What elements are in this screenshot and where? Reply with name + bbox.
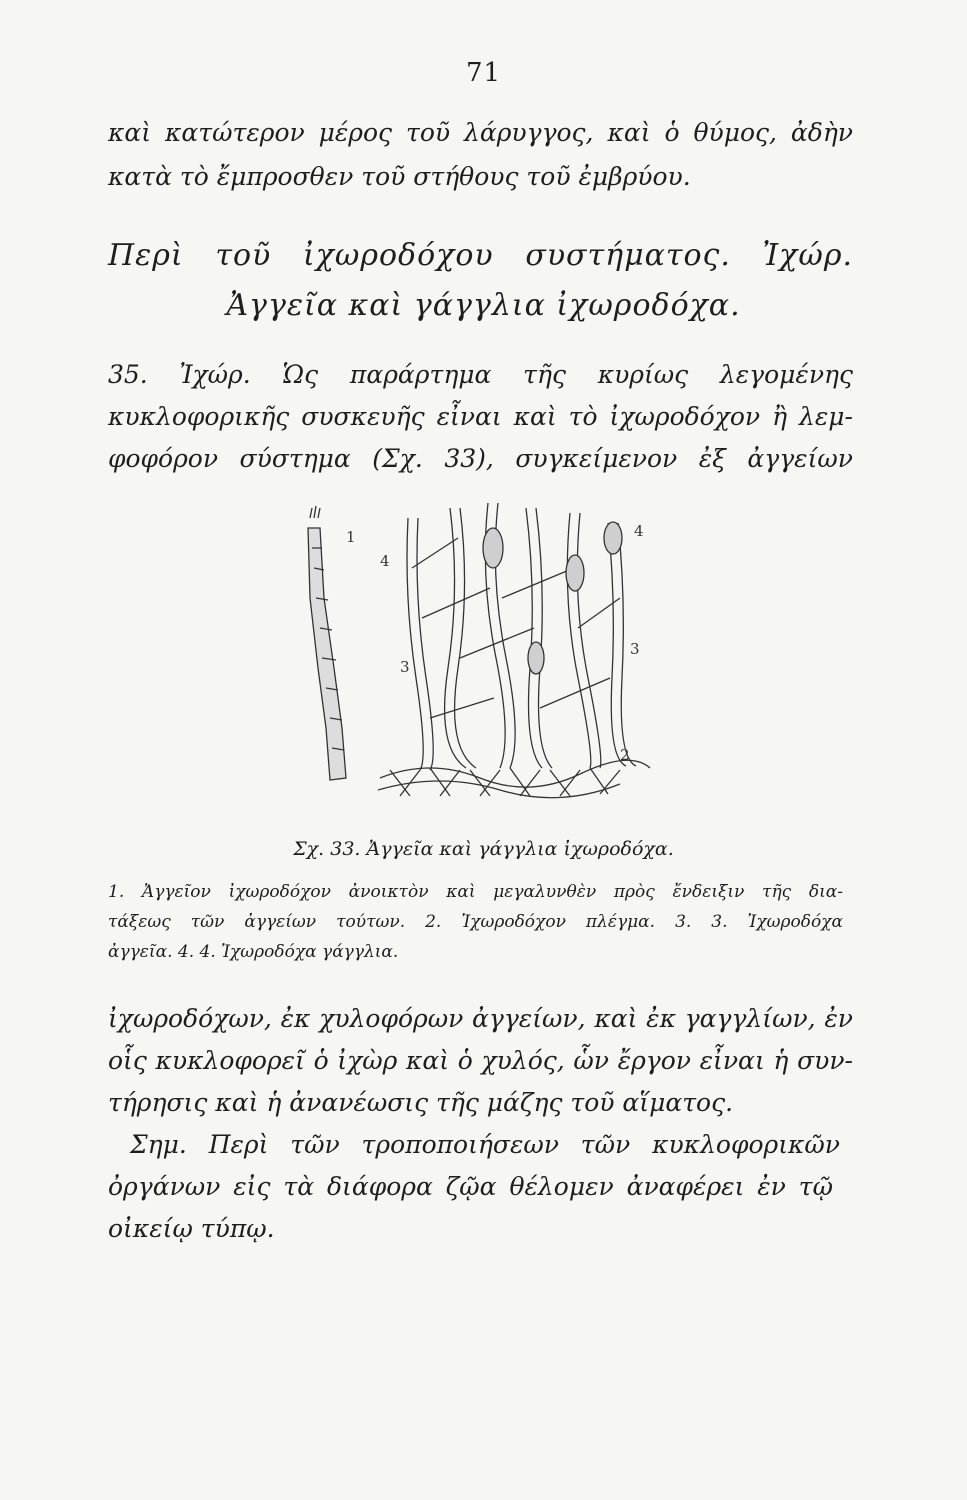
legend-line-2: τάξεως τῶν ἀγγείων τούτων. 2. Ἰχωροδόχον πλέγμα. 3. 3. Ἰχωροδόχα (108, 912, 843, 932)
legend-line-1: 1. Ἀγγεῖον ἰχωροδόχον ἀνοικτὸν καὶ μεγαλυνθὲν πρὸς ἔνδειξιν τῆς δια- (108, 882, 843, 902)
note-line-2: ὀργάνων εἰς τὰ διάφορα ζῷα θέλομεν ἀναφέρει ἐν τῷ (108, 1172, 833, 1201)
figure-label-4-right: 4 (634, 522, 644, 540)
figure-label-3-right: 3 (630, 640, 640, 658)
paragraph-35-line-2: κυκλοφορικῆς συσκευῆς εἶναι καὶ τὸ ἰχωροδόχον ἢ λεμ- (108, 402, 853, 431)
section-heading-line-1: Περὶ τοῦ ἰχωροδόχου συστήματος. Ἰχώρ. (108, 238, 853, 273)
lymphatic-vessels-illustration (290, 478, 670, 808)
figure-caption: Σχ. 33. Ἀγγεῖα καὶ γάγγλια ἰχωροδόχα. (293, 838, 674, 860)
section-heading-line-2: Ἀγγεῖα καὶ γάγγλια ἰχωροδόχα. (226, 288, 741, 323)
paragraph-35-line-1: 35. Ἰχώρ. Ὡς παράρτημα τῆς κυρίως λεγομένης (108, 360, 853, 389)
figure-label-4-left: 4 (380, 552, 390, 570)
figure-label-1: 1 (346, 528, 356, 546)
figure-label-3-left: 3 (400, 658, 410, 676)
note-line-1: Σημ. Περὶ τῶν τροποποιήσεων τῶν κυκλοφορικῶν (130, 1130, 840, 1159)
continuation-line-3: τήρησις καὶ ἡ ἀνανέωσις τῆς μάζης τοῦ αἵματος. (108, 1088, 734, 1117)
page-number: 71 (465, 58, 502, 88)
continuation-line-2: οἷς κυκλοφορεῖ ὁ ἰχὼρ καὶ ὁ χυλός, ὧν ἔργον εἶναι ἡ συν- (108, 1046, 853, 1075)
intro-line-1: καὶ κατώτερον μέρος τοῦ λάρυγγος, καὶ ὁ θύμος, ἀδὴν (108, 118, 853, 147)
figure-label-2: 2 (620, 746, 630, 764)
legend-line-3: ἀγγεῖα. 4. 4. Ἰχωροδόχα γάγγλια. (108, 942, 399, 962)
intro-line-2: κατὰ τὸ ἔμπροσθεν τοῦ στήθους τοῦ ἐμβρύου. (108, 162, 691, 191)
note-line-3: οἰκείῳ τύπῳ. (108, 1214, 275, 1243)
paragraph-35-line-3: φοφόρον σύστημα (Σχ. 33), συγκείμενον ἐξ ἀγγείων (108, 444, 853, 473)
continuation-line-1: ἰχωροδόχων, ἐκ χυλοφόρων ἀγγείων, καὶ ἐκ γαγγλίων, ἐν (108, 1004, 853, 1033)
